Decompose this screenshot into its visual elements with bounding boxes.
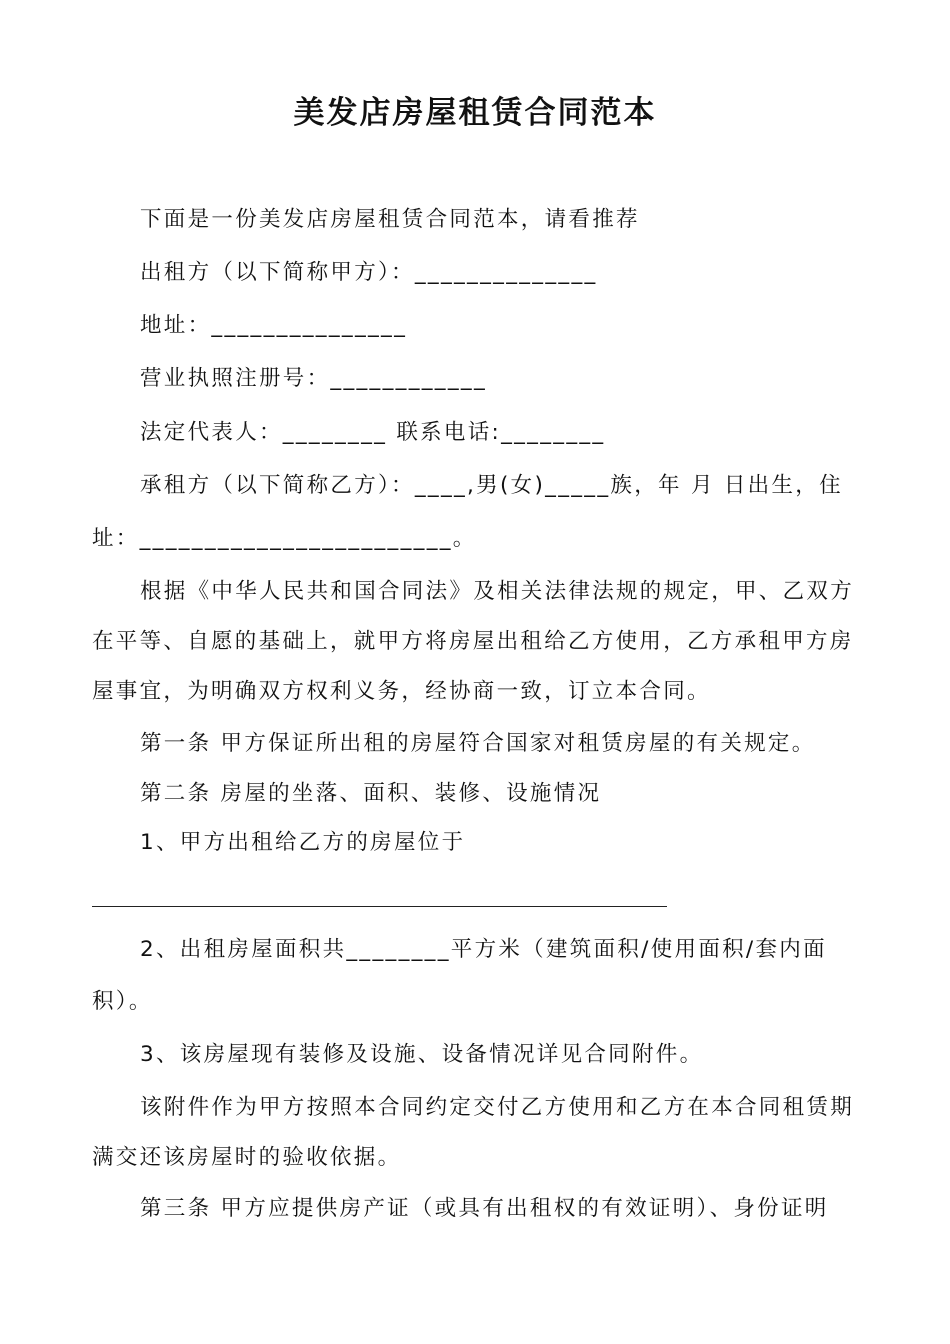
lessee-address-line: 址：________________________。 bbox=[92, 526, 477, 551]
attachment-line-1: 该附件作为甲方按照本合同约定交付乙方使用和乙方在本合同租赁期 bbox=[140, 1095, 855, 1120]
preamble-line-3: 屋事宜，为明确双方权利义务，经协商一致，订立本合同。 bbox=[92, 679, 711, 704]
license-number-line: 营业执照注册号：____________ bbox=[140, 366, 488, 391]
article-2-item-2-line-2: 积）。 bbox=[92, 989, 153, 1014]
article-2-item-1: 1、甲方出租给乙方的房屋位于 bbox=[140, 830, 466, 855]
article-2-item-3: 3、该房屋现有装修及设施、设备情况详见合同附件。 bbox=[140, 1042, 704, 1067]
preamble-line-1: 根据《中华人民共和国合同法》及相关法律法规的规定，甲、乙双方 bbox=[140, 579, 855, 604]
lessor-line: 出租方（以下简称甲方）：______________ bbox=[140, 260, 598, 285]
article-1-line: 第一条 甲方保证所出租的房屋符合国家对租赁房屋的有关规定。 bbox=[140, 731, 816, 756]
lessee-line: 承租方（以下简称乙方）：____,男(女)_____族，年 月 日出生，住 bbox=[140, 473, 843, 498]
article-2-item-2-line-1: 2、出租房屋面积共________平方米（建筑面积/使用面积/套内面 bbox=[140, 937, 827, 962]
article-2-heading: 第二条 房屋的坐落、面积、装修、设施情况 bbox=[140, 781, 602, 806]
legal-representative-line: 法定代表人：________ 联系电话:________ bbox=[140, 420, 606, 445]
article-3-line: 第三条 甲方应提供房产证（或具有出租权的有效证明）、身份证明 bbox=[140, 1196, 829, 1221]
blank-underline-rule bbox=[92, 906, 667, 907]
document-title: 美发店房屋租赁合同范本 bbox=[293, 95, 657, 131]
address-line: 地址：_______________ bbox=[140, 313, 408, 338]
intro-line: 下面是一份美发店房屋租赁合同范本，请看推荐 bbox=[140, 207, 640, 232]
preamble-line-2: 在平等、自愿的基础上，就甲方将房屋出租给乙方使用，乙方承租甲方房 bbox=[92, 629, 854, 654]
attachment-line-2: 满交还该房屋时的验收依据。 bbox=[92, 1145, 402, 1170]
